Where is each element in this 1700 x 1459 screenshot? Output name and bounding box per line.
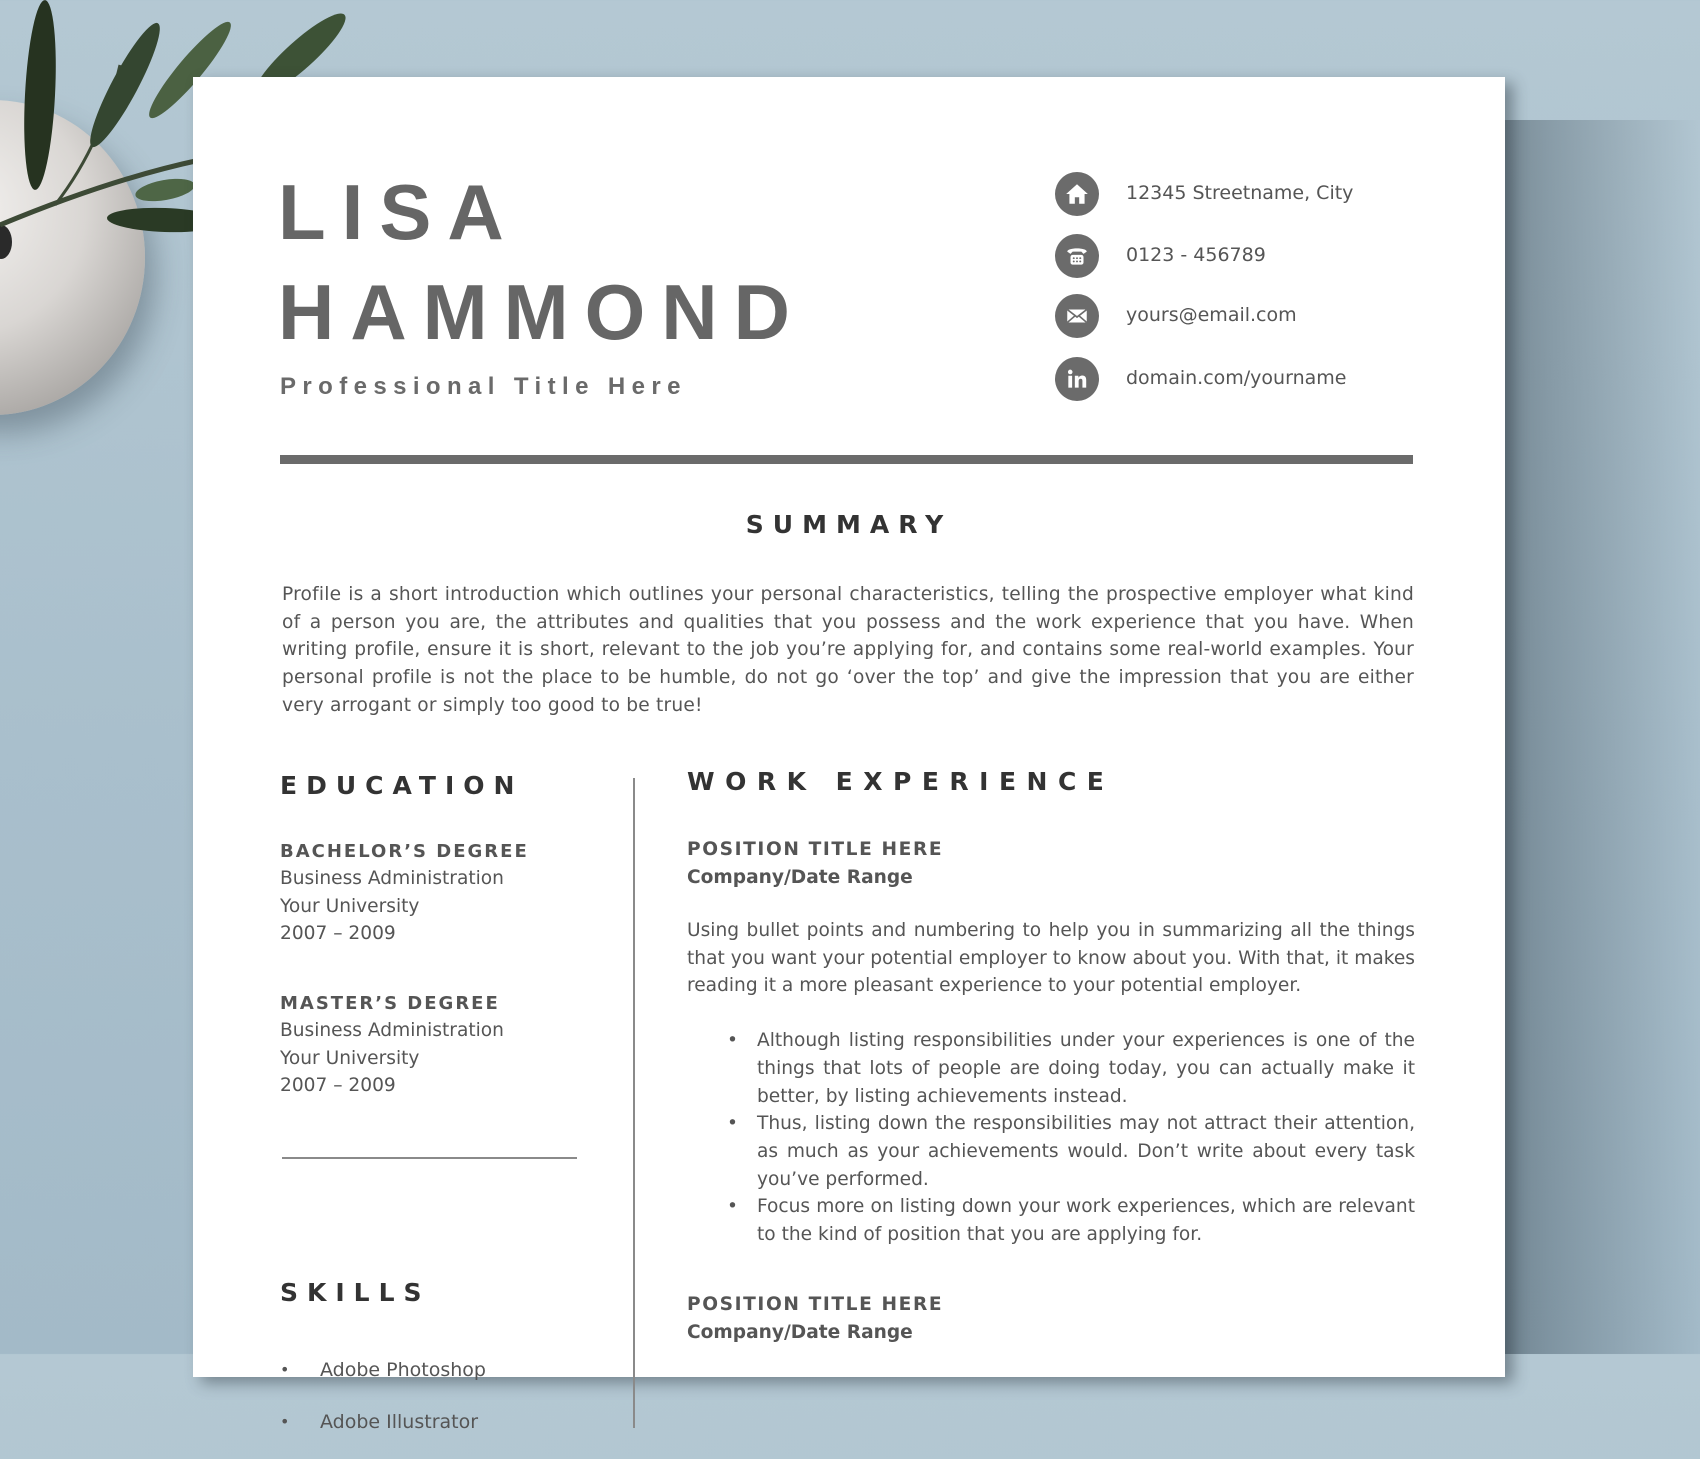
email-icon bbox=[1055, 294, 1099, 338]
contact-email[interactable] bbox=[1055, 294, 1455, 338]
education-heading: EDUCATION bbox=[280, 771, 524, 800]
degree-school: Your University bbox=[280, 1047, 420, 1069]
company-date: Company/Date Range bbox=[687, 1322, 913, 1343]
degree-school: Your University bbox=[280, 895, 420, 917]
summary-text: Profile is a short introduction which outlines your personal characteristics, telling the prospective employer what kind of a person you are, the attributes and qualities that you possess and the work experience that you have. When writing profile, ensure it is short, relevant to the job you’re applying for, and contains some real-world examples. Your personal profile is not the place to be humble, do not go ‘over the top’ and give the impression that you are either very arrogant or simply too good to be true! bbox=[282, 584, 1414, 716]
resume-page bbox=[193, 77, 1505, 1433]
phone-icon bbox=[1055, 234, 1099, 278]
education-item bbox=[280, 990, 620, 1100]
contact-address-text: 12345 Streetname, City bbox=[1126, 182, 1354, 204]
contact-linkedin-text[interactable]: domain.com/yourname bbox=[1126, 367, 1347, 389]
contact-address bbox=[1055, 172, 1455, 216]
job-entry bbox=[687, 836, 1415, 1249]
job-bullets bbox=[687, 1027, 1415, 1249]
job-entry bbox=[687, 1291, 1415, 1347]
home-icon bbox=[1055, 172, 1099, 216]
degree-title: BACHELOR’S DEGREE bbox=[280, 841, 529, 862]
contact-email-text[interactable]: yours@email.com bbox=[1126, 304, 1297, 326]
linkedin-icon bbox=[1055, 357, 1099, 401]
education-item bbox=[280, 838, 620, 948]
contact-phone bbox=[1055, 234, 1455, 278]
degree-years: 2007 – 2009 bbox=[280, 1075, 396, 1096]
work-experience-heading: WORK EXPERIENCE bbox=[687, 767, 1115, 796]
first-name: LISA bbox=[278, 168, 520, 256]
degree-years: 2007 – 2009 bbox=[280, 923, 396, 944]
skill-item: • Adobe Illustrator bbox=[280, 1407, 486, 1459]
job-description: Using bullet points and numbering to help you in summarizing all the things that you want your potential employer to know about you. With that, it makes reading it a more pleasant experience to your potential employer. bbox=[687, 920, 1415, 997]
job-bullet-item: • Although listing responsibilities under your experiences is one of the things that lots of people are doing today, you can actually make it better, by listing achievements instead. bbox=[757, 1027, 1415, 1110]
skills-heading: SKILLS bbox=[280, 1278, 431, 1307]
company-date: Company/Date Range bbox=[687, 867, 913, 888]
contact-linkedin[interactable] bbox=[1055, 357, 1455, 401]
job-bullet-item: • Thus, listing down the responsibilities may not attract their attention, as much as your achievements would. Don’t write about every task you’ve performed. bbox=[757, 1110, 1415, 1193]
last-name: HAMMOND bbox=[278, 268, 806, 356]
contact-phone-text: 0123 - 456789 bbox=[1126, 244, 1266, 266]
header-divider bbox=[280, 455, 1413, 464]
degree-title: MASTER’S DEGREE bbox=[280, 993, 500, 1014]
skills-list bbox=[280, 1355, 486, 1459]
position-title: POSITION TITLE HERE bbox=[687, 1294, 944, 1315]
job-bullet-item: • Focus more on listing down your work experiences, which are relevant to the kind of position that you are applying for. bbox=[757, 1193, 1415, 1248]
column-divider bbox=[633, 778, 635, 1428]
degree-field: Business Administration bbox=[280, 868, 504, 889]
candidate-name bbox=[278, 162, 806, 362]
education-skills-divider bbox=[282, 1157, 577, 1159]
professional-title: Professional Title Here bbox=[280, 373, 687, 400]
skill-item: • Adobe Photoshop bbox=[280, 1355, 486, 1407]
position-title: POSITION TITLE HERE bbox=[687, 839, 944, 860]
degree-field: Business Administration bbox=[280, 1020, 504, 1041]
summary-heading: SUMMARY bbox=[745, 510, 953, 539]
